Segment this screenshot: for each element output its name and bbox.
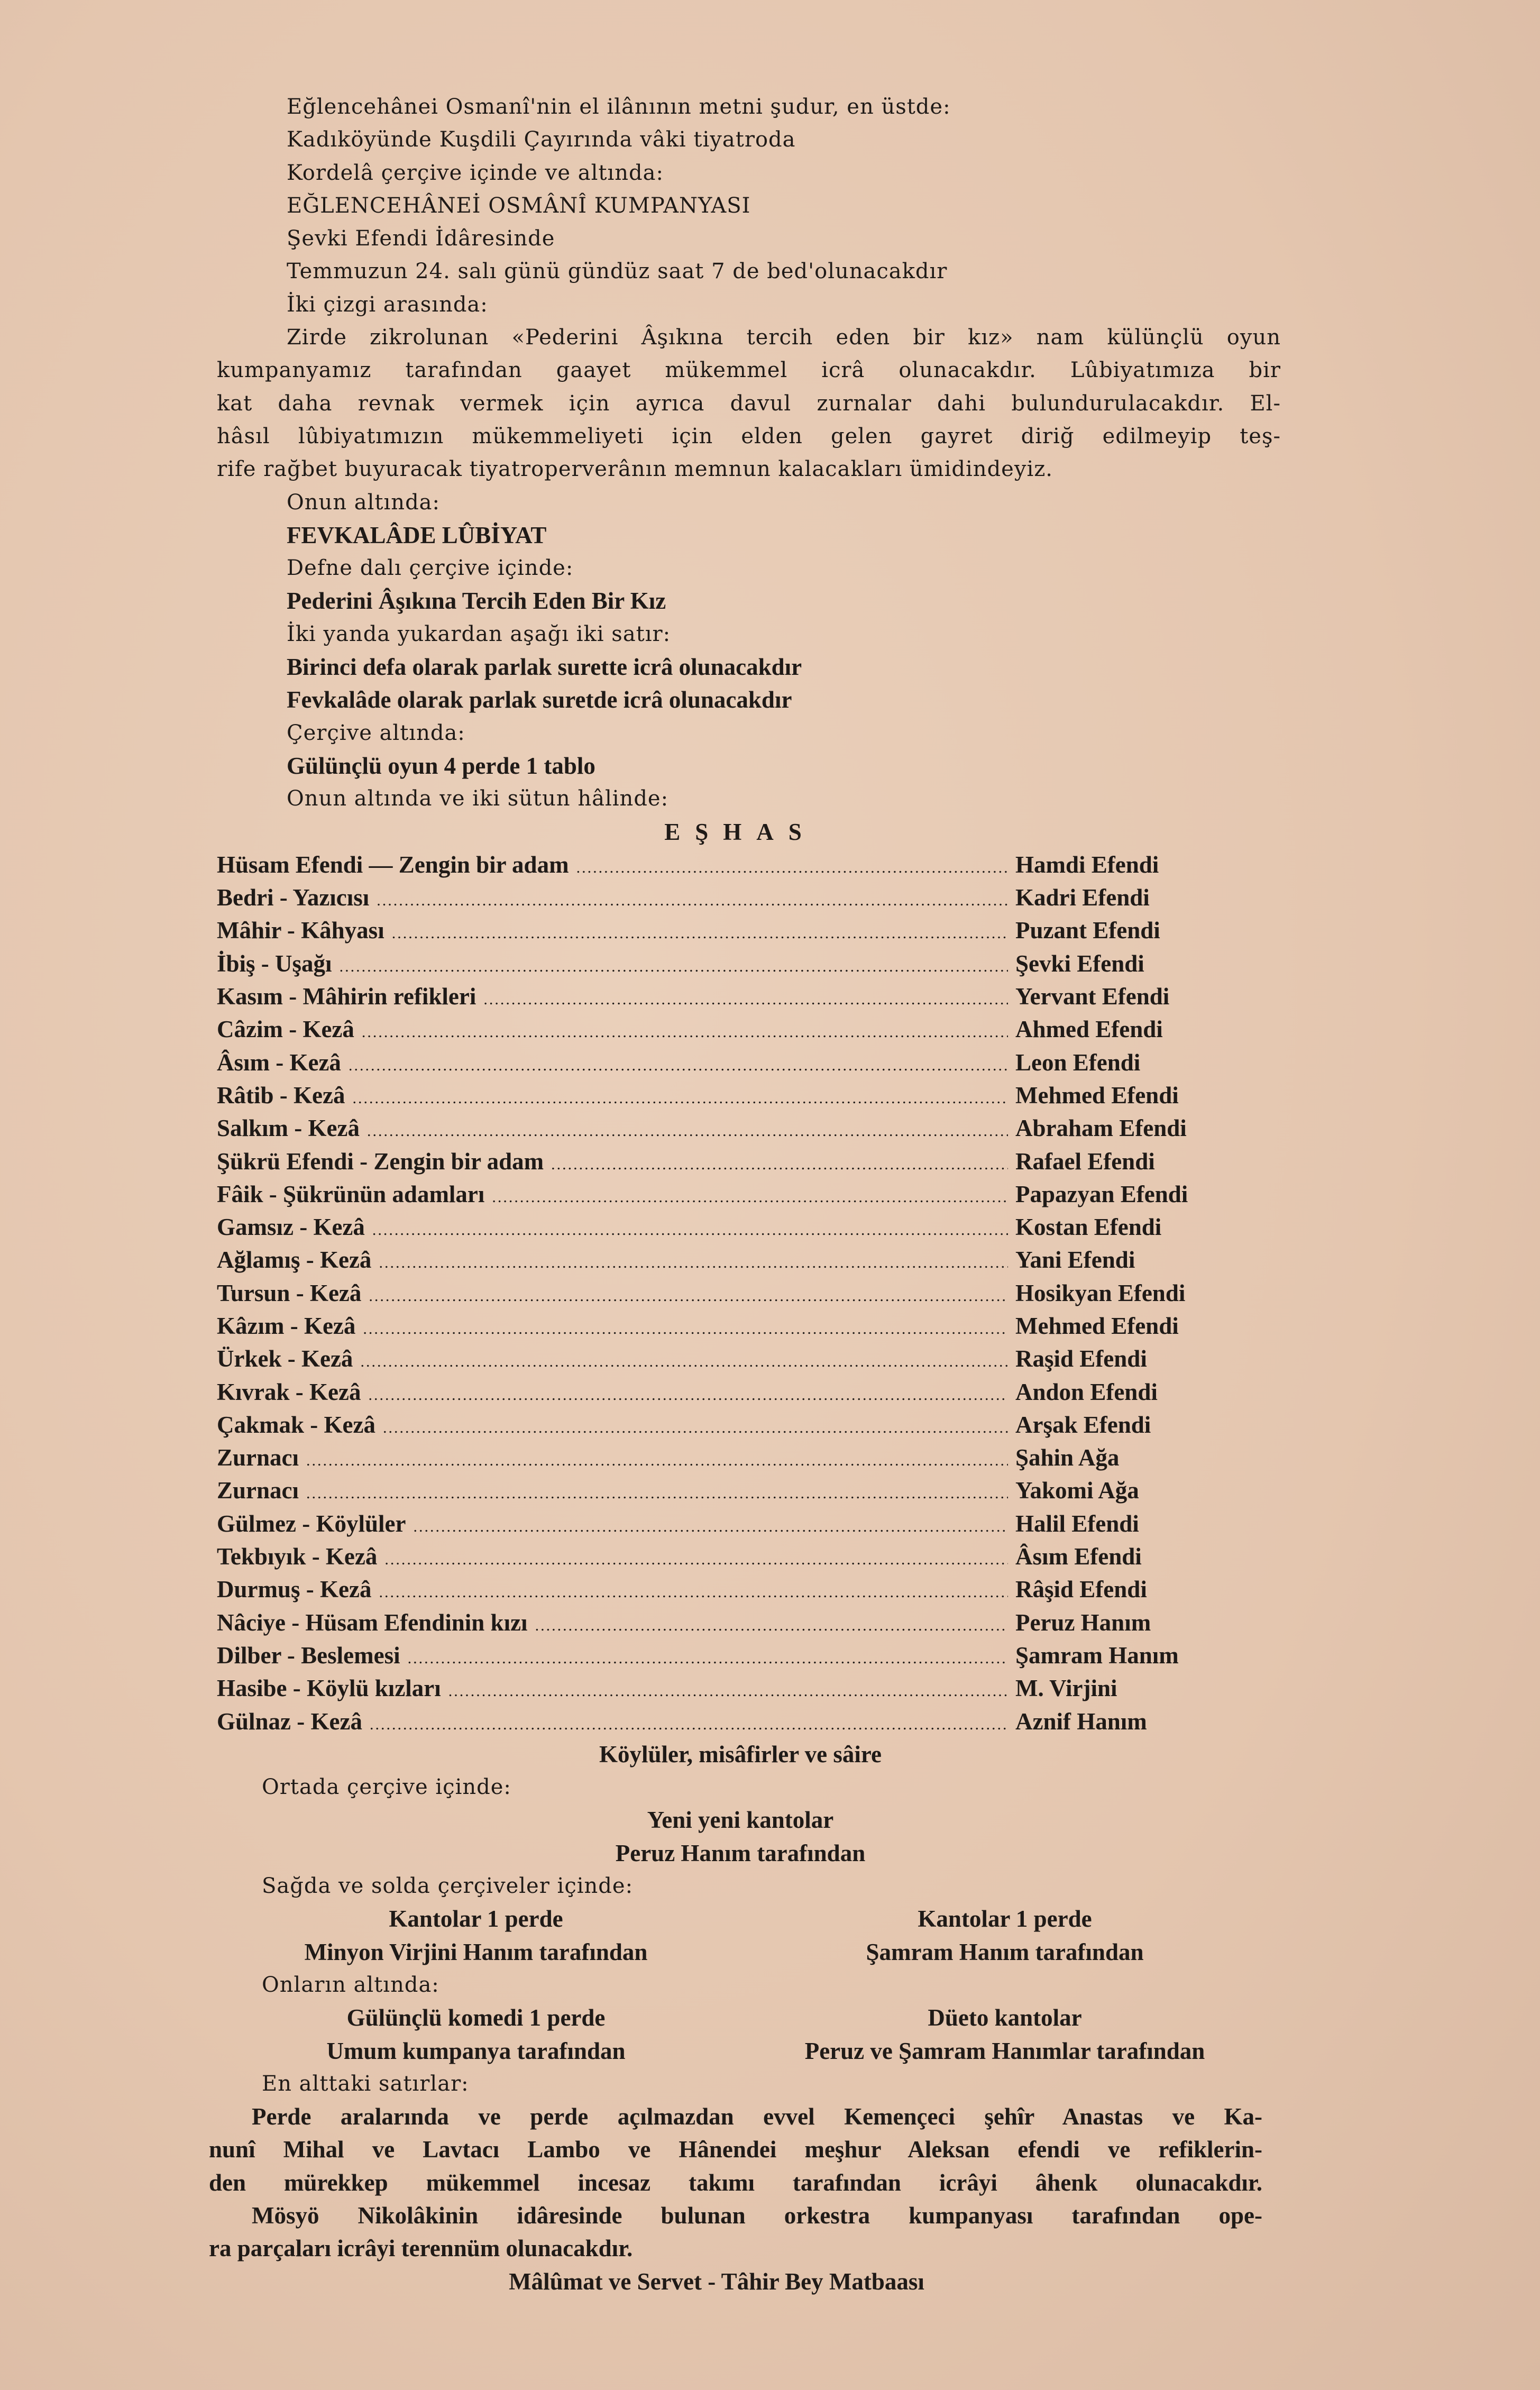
label-line: Çerçive altında: (287, 720, 465, 745)
cast-actor: Halil Efendi (1015, 1510, 1139, 1537)
cast-row (217, 1441, 1290, 1474)
dot-leader (535, 1609, 1008, 1642)
dot-leader (448, 1675, 1008, 1708)
intro-line: Temmuzun 24. salı günü gündüz saat 7 de bed'olunacakdır (287, 259, 948, 284)
cast-row (217, 1606, 1290, 1639)
label-line: Ortada çerçive içinde: (262, 1775, 511, 1800)
cast-role: Hasibe - Köylü kızları (217, 1675, 441, 1702)
label-line: Sağda ve solda çerçiveler içinde: (262, 1874, 634, 1899)
cast-role: Kasım - Mâhirin refikleri (217, 983, 476, 1010)
cast-actor: Şamram Hanım (1015, 1642, 1179, 1669)
label-line: En alttaki satırlar: (262, 2071, 469, 2096)
center-line: Yeni yeni kantolar (647, 1807, 834, 1834)
cast-actor: Ahmed Efendi (1015, 1016, 1163, 1043)
cast-actor: M. Virjini (1015, 1675, 1117, 1702)
dot-leader (379, 1247, 1008, 1279)
dot-leader (306, 1444, 1008, 1477)
cast-row (217, 1310, 1290, 1342)
cast-row (217, 1178, 1290, 1211)
dot-leader (379, 1576, 1008, 1609)
cast-actor: Râşid Efendi (1015, 1576, 1147, 1603)
cast-actor: Kadri Efendi (1015, 884, 1150, 911)
cast-role: Gülnaz - Kezâ (217, 1708, 362, 1735)
left-column-text: Kantolar 1 perde (389, 1906, 563, 1933)
dot-leader (483, 983, 1008, 1016)
extras-line: Köylüler, misâfirler ve sâire (599, 1741, 882, 1768)
label-line: Onun altında ve iki sütun hâlinde: (287, 786, 669, 811)
cast-actor: Yani Efendi (1015, 1247, 1135, 1274)
center-line: Peruz Hanım tarafından (615, 1839, 866, 1866)
cast-actor: Yakomi Ağa (1015, 1477, 1139, 1504)
cast-row (217, 1243, 1290, 1276)
dot-leader (369, 1280, 1008, 1313)
dot-leader (392, 917, 1008, 950)
two-column-row (0, 1902, 1540, 1935)
cast-actor: Andon Efendi (1015, 1378, 1158, 1405)
dot-leader (377, 884, 1008, 917)
cast-row (217, 1639, 1290, 1672)
cast-role: Râtib - Kezâ (217, 1082, 345, 1109)
cast-row (217, 1474, 1290, 1507)
two-column-row (0, 2035, 1540, 2067)
cast-actor: Yervant Efendi (1015, 983, 1170, 1010)
paragraph-line: Zirde zikrolunan «Pederini Âşıkına tercih eden bir kız» nam külünçlü oyun (287, 325, 1281, 350)
cast-actor: Kostan Efendi (1015, 1214, 1162, 1241)
cast-role: Fâik - Şükrünün adamları (217, 1180, 485, 1207)
cast-actor: Hosikyan Efendi (1015, 1279, 1186, 1306)
cast-row (217, 1277, 1290, 1310)
cast-actor: Leon Efendi (1015, 1049, 1141, 1076)
dot-leader (360, 1345, 1008, 1378)
two-column-row (0, 2001, 1540, 2034)
bold-line: Birinci defa olarak parlak surette icrâ olunacakdır (287, 654, 802, 681)
left-column-text: Minyon Virjini Hanım tarafından (304, 1938, 648, 1965)
cast-role: Mâhir - Kâhyası (217, 917, 384, 944)
cast-role: Kâzım - Kezâ (217, 1312, 356, 1339)
paragraph-line: nunî Mihal ve Lavtacı Lambo ve Hânendei meşhur Aleksan efendi ve refiklerin- (209, 2136, 1262, 2163)
dot-leader (413, 1510, 1008, 1543)
cast-actor: Mehmed Efendi (1015, 1312, 1179, 1339)
cast-row (217, 848, 1290, 881)
cast-role: Salkım - Kezâ (217, 1115, 360, 1142)
cast-row (217, 1112, 1290, 1144)
document-page (0, 90, 1540, 2298)
intro-line: Eğlencehânei Osmanî'nin el ilânının metni şudur, en üstde: (287, 95, 951, 119)
right-column-text: Şamram Hanım tarafından (866, 1938, 1144, 1965)
cast-actor: Aznif Hanım (1015, 1708, 1147, 1735)
cast-actor: Mehmed Efendi (1015, 1082, 1179, 1109)
label-line: İki yanda yukardan aşağı iki satır: (287, 621, 671, 646)
cast-actor: Puzant Efendi (1015, 917, 1160, 944)
imprint: Mâlûmat ve Servet - Tâhir Bey Matbaası (509, 2268, 924, 2295)
label-line: Defne dalı çerçive içinde: (287, 556, 574, 581)
paragraph-line: ra parçaları icrâyi terennüm olunacakdır. (209, 2235, 633, 2262)
bold-line: Gülünçlü oyun 4 perde 1 tablo (287, 752, 595, 779)
cast-list (0, 848, 1540, 1738)
dot-leader (492, 1181, 1008, 1214)
right-column-text: Düeto kantolar (928, 2004, 1082, 2031)
intro-line: İki çizgi arasında: (287, 292, 488, 317)
dot-leader (306, 1477, 1008, 1510)
cast-row (217, 1342, 1290, 1375)
intro-line: Kordelâ çerçive içinde ve altında: (287, 160, 664, 185)
cast-row (217, 1573, 1290, 1606)
play-title: Pederini Âşıkına Tercih Eden Bir Kız (287, 588, 666, 615)
cast-role: Durmuş - Kezâ (217, 1576, 372, 1603)
cast-role: Nâciye - Hüsam Efendinin kızı (217, 1609, 528, 1636)
bold-line: Fevkalâde olarak parlak suretde icrâ olunacakdır (287, 686, 792, 713)
two-column-row (0, 1936, 1540, 1968)
cast-row (217, 1507, 1290, 1540)
cast-role: Câzim - Kezâ (217, 1016, 354, 1043)
cast-role: Kıvrak - Kezâ (217, 1378, 361, 1405)
cast-role: Dilber - Beslemesi (217, 1642, 400, 1669)
cast-actor: Abraham Efendi (1015, 1115, 1187, 1142)
paragraph-line: Mösyö Nikolâkinin idâresinde bulunan orkestra kumpanyası tarafından ope- (252, 2202, 1262, 2229)
cast-row (217, 1046, 1290, 1079)
cast-row (217, 947, 1290, 980)
paragraph-line: kat daha revnak vermek için ayrıca davul zurnalar dahi bulundurulacakdır. El- (217, 391, 1281, 416)
cast-actor: Raşid Efendi (1015, 1345, 1147, 1372)
cast-title: EŞHAS (664, 818, 817, 845)
dot-leader (362, 1016, 1008, 1049)
dot-leader (408, 1642, 1008, 1675)
cast-row (217, 1408, 1290, 1441)
cast-role: Gülmez - Köylüler (217, 1510, 406, 1537)
cast-actor: Rafael Efendi (1015, 1148, 1155, 1175)
cast-role: Zurnacı (217, 1477, 299, 1504)
cast-role: Ağlamış - Kezâ (217, 1247, 372, 1274)
cast-row (217, 1013, 1290, 1046)
cast-row (217, 1705, 1290, 1738)
cast-row (217, 1145, 1290, 1178)
cast-row (217, 1079, 1290, 1112)
cast-role: İbiş - Uşağı (217, 950, 332, 977)
cast-row (217, 1211, 1290, 1243)
dot-leader (340, 950, 1008, 983)
cast-role: Şükrü Efendi - Zengin bir adam (217, 1148, 544, 1175)
paragraph-line: den mürekkep mükemmel incesaz takımı tarafından icrâyi âhenk olunacakdır. (209, 2169, 1262, 2196)
dot-leader (576, 851, 1008, 884)
dot-leader (349, 1049, 1008, 1082)
cast-role: Bedri - Yazıcısı (217, 884, 370, 911)
cast-actor: Şevki Efendi (1015, 950, 1144, 977)
right-column-text: Peruz ve Şamram Hanımlar tarafından (804, 2037, 1205, 2064)
dot-leader (368, 1379, 1008, 1412)
cast-actor: Arşak Efendi (1015, 1411, 1151, 1438)
label-line: Onların altında: (262, 1972, 439, 1997)
cast-actor: Papazyan Efendi (1015, 1180, 1188, 1207)
cast-role: Çakmak - Kezâ (217, 1411, 375, 1438)
left-column-text: Gülünçlü komedi 1 perde (346, 2004, 606, 2031)
cast-role: Ürkek - Kezâ (217, 1345, 353, 1372)
cast-actor: Hamdi Efendi (1015, 851, 1159, 878)
cast-actor: Peruz Hanım (1015, 1609, 1151, 1636)
dot-leader (384, 1543, 1008, 1576)
cast-role: Hüsam Efendi — Zengin bir adam (217, 851, 569, 878)
cast-role: Tursun - Kezâ (217, 1279, 362, 1306)
paragraph-line: Perde aralarında ve perde açılmazdan evvel Kemençeci şehîr Anastas ve Ka- (252, 2103, 1262, 2130)
cast-role: Zurnacı (217, 1444, 299, 1471)
cast-actor: Şahin Ağa (1015, 1444, 1120, 1471)
label-line: Onun altında: (287, 490, 440, 515)
dot-leader (383, 1412, 1008, 1444)
cast-role: Âsım - Kezâ (217, 1049, 341, 1076)
cast-row (217, 1540, 1290, 1573)
dot-leader (363, 1313, 1008, 1345)
cast-actor: Âsım Efendi (1015, 1543, 1142, 1570)
paragraph-line: kumpanyamız tarafından gaayet mükemmel icrâ olunacakdır. Lûbiyatımıza bir (217, 358, 1281, 383)
cast-row (217, 1376, 1290, 1408)
cast-row (217, 881, 1290, 914)
cast-role: Gamsız - Kezâ (217, 1214, 365, 1241)
intro-line: Şevki Efendi İdâresinde (287, 226, 555, 251)
dot-leader (372, 1214, 1008, 1247)
company-heading: EĞLENCEHÂNEİ OSMÂNÎ KUMPANYASI (287, 193, 751, 218)
cast-row (217, 980, 1290, 1013)
bold-line: FEVKALÂDE LÛBİYAT (287, 521, 547, 548)
right-column-text: Kantolar 1 perde (918, 1906, 1092, 1933)
intro-line: Kadıköyünde Kuşdili Çayırında vâki tiyatroda (287, 127, 796, 152)
dot-leader (551, 1148, 1008, 1181)
left-column-text: Umum kumpanya tarafından (326, 2037, 626, 2064)
paragraph-line: rife rağbet buyuracak tiyatroperverânın memnun kalacakları ümidindeyiz. (217, 457, 1053, 482)
dot-leader (367, 1115, 1008, 1148)
cast-row (217, 914, 1290, 947)
dot-leader (352, 1082, 1008, 1115)
cast-role: Tekbıyık - Kezâ (217, 1543, 378, 1570)
paragraph-line: hâsıl lûbiyatımızın mükemmeliyeti için elden gelen gayret diriğ edilmeyip teş- (217, 424, 1281, 448)
cast-row (217, 1672, 1290, 1705)
dot-leader (370, 1708, 1008, 1741)
